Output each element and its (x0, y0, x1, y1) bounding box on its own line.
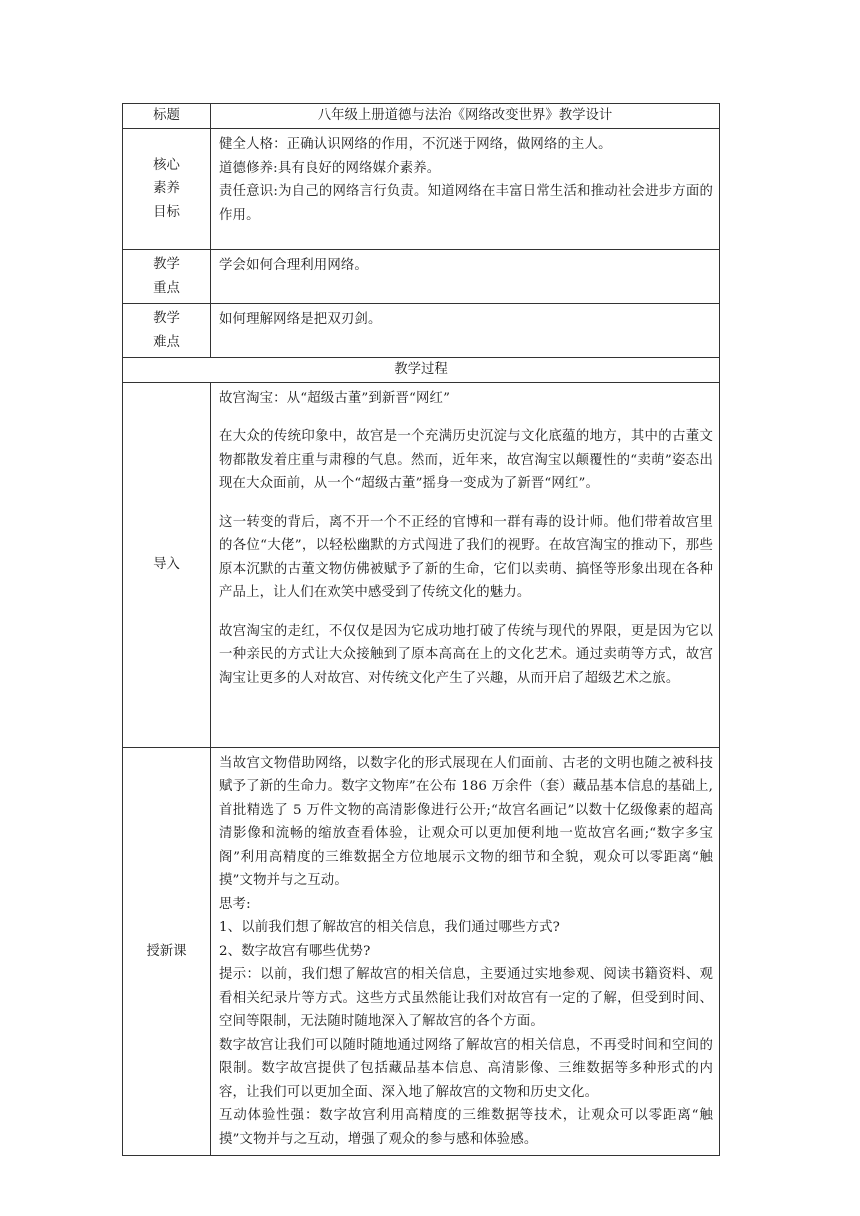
question-item: 2、数字故宫有哪些优势? (219, 943, 371, 959)
label-line: 重点 (153, 280, 180, 296)
process-heading-row (123, 358, 720, 383)
new-lesson-paragraph: 互动体验性强：数字故宫利用高精度的三维数据等技术，让观众可以零距离“触摸”文物并与之互动，增强了观众的参与感和体验感。 (219, 1108, 713, 1147)
label-line: 目标 (153, 204, 180, 220)
intro-content (211, 382, 720, 747)
core-item: 健全人格：正确认识网络的作用，不沉迷于网络，做网络的主人。 (219, 137, 612, 152)
core-item: 责任意识:为自己的网络言行负责。知道网络在丰富日常生活和推动社会进步方面的作用。 (219, 184, 713, 223)
key-point-content: 学会如何合理利用网络。 (211, 250, 720, 304)
intro-label: 导入 (123, 382, 211, 747)
intro-paragraph: 在大众的传统印象中，故宫是一个充满历史沉淀与文化底蕴的地方，其中的古董文物都散发着庄重与肃穆的气息。然而，近年来，故宫淘宝以颠覆性的“卖萌”姿态出现在大众面前，从一个“超级古董”摇身一变成为了新晋“网红”。 (219, 429, 713, 491)
label-line: 核心 (153, 157, 180, 173)
difficulty-label (123, 304, 211, 358)
title-row (123, 104, 720, 129)
intro-paragraph: 故宫淘宝的走红，不仅仅是因为它成功地打破了传统与现代的界限，更是因为它以一种亲民的方式让大众接触到了原本高高在上的文化艺术。通过卖萌等方式，故宫淘宝让更多的人对故宫、对传统文化产生了兴趣，从而开启了超级艺术之旅。 (219, 623, 713, 686)
intro-paragraph: 这一转变的背后，离不开一个不正经的官博和一群有毒的设计师。他们带着故宫里的各位“大佬”，以轻松幽默的方式闯进了我们的视野。在故宫淘宝的推动下，那些原本沉默的古董文物仿佛被赋予了新的生命，它们以卖萌、搞怪等形象出现在各种产品上，让人们在欢笑中感受到了传统文化的魅力。 (219, 514, 713, 600)
process-heading: 教学过程 (123, 358, 720, 383)
key-point-label (123, 250, 211, 304)
lesson-plan-table (122, 103, 720, 1156)
difficulty-content: 如何理解网络是把双刃剑。 (211, 304, 720, 358)
label-line: 难点 (153, 334, 180, 350)
new-lesson-paragraph: 数字故宫让我们可以随时随地通过网络了解故宫的相关信息，不再受时间和空间的限制。数字故宫提供了包括藏品基本信息、高清影像、三维数据等多种形式的内容，让我们可以更加全面、深入地了解故宫的文物和历史文化。 (219, 1037, 713, 1100)
label-line: 教学 (153, 257, 180, 272)
intro-row (123, 382, 720, 747)
label-line: 教学 (153, 311, 180, 326)
core-literacy-row (123, 129, 720, 250)
core-literacy-label (123, 129, 211, 250)
core-item: 道德修养:具有良好的网络媒介素养。 (219, 160, 441, 176)
label-line: 素养 (153, 181, 180, 197)
key-point-row (123, 250, 720, 304)
new-lesson-content (211, 747, 720, 1156)
new-lesson-label: 授新课 (123, 747, 211, 1156)
question-item: 1、以前我们想了解故宫的相关信息，我们通过哪些方式? (219, 920, 560, 935)
think-heading: 思考: (219, 896, 251, 912)
intro-heading: 故宫淘宝：从“超级古董”到新晋“网红” (219, 390, 451, 406)
new-lesson-paragraph: 当故宫文物借助网络，以数字化的形式展现在人们面前、古老的文明也随之被科技赋予了新的生命力。数字文物库”在公布 186 万余件（套）藏品基本信息的基础上,首批精选了 5 万件文物的高清影像进行公开;“故宫名画记”以数十亿级像素的超高清影像和流畅的缩放查看体验，让观众可以更加便利地一览故宫名画;“数字多宝阁”利用高精度的三维数据全方位地展示文物的细节和全貌，观众可以零距离“触摸”文物并与之互动。 (219, 755, 713, 888)
core-literacy-content (211, 129, 720, 250)
new-lesson-row (123, 747, 720, 1156)
difficulty-row (123, 304, 720, 358)
hint-paragraph: 提示：以前，我们想了解故宫的相关信息，主要通过实地参观、阅读书籍资料、观看相关纪录片等方式。这些方式虽然能让我们对故宫有一定的了解，但受到时间、空间等限制，无法随时随地深入了解故宫的各个方面。 (219, 967, 713, 1029)
title-label: 标题 (123, 104, 211, 129)
lesson-title: 八年级上册道德与法治《网络改变世界》教学设计 (211, 104, 720, 129)
